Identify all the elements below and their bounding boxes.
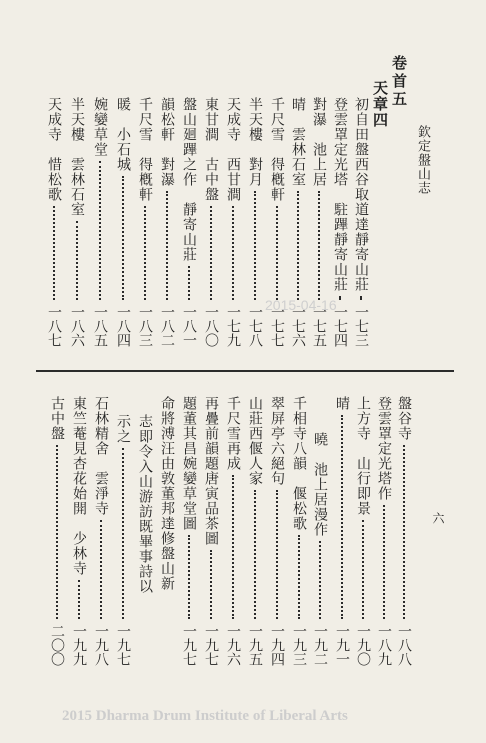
toc-entry-page: 一九八: [93, 624, 109, 666]
leader-dots: [319, 541, 321, 619]
leader-dots: [210, 206, 212, 300]
toc-entry-title: 半天樓 雲林石室: [69, 97, 85, 217]
leader-dots: [298, 535, 300, 619]
leader-dots: [53, 206, 55, 300]
toc-entry-title: 天成寺 西甘澗: [225, 97, 241, 202]
toc-entry: [224, 97, 242, 347]
toc-entry: [180, 396, 198, 666]
toc-entry-title: 對瀑 池上居: [311, 97, 327, 187]
toc-entry-title: 題董其昌婉孌草堂圖: [181, 396, 197, 531]
date-watermark: 2015-04-16: [265, 297, 337, 313]
section-heading: 天章四: [371, 80, 389, 128]
toc-entry: [158, 97, 176, 347]
toc-entry-title: 盤谷寺: [396, 396, 412, 441]
book-title: 欽定盤山志: [415, 125, 430, 195]
toc-entry: [375, 396, 393, 666]
toc-entry-title: 東甘澗 古中盤: [203, 97, 219, 202]
toc-entry-title: 韻松軒 對瀑: [159, 97, 175, 187]
leader-dots: [210, 550, 212, 619]
toc-entry: [48, 396, 66, 666]
leader-dots: [318, 191, 320, 300]
leader-dots: [56, 445, 58, 619]
toc-entry-page: 一七四: [332, 305, 348, 347]
leader-dots: [276, 490, 278, 619]
toc-entry-page: 一八〇: [203, 305, 219, 347]
toc-entry-page: 一七九: [225, 305, 241, 347]
leader-dots: [144, 206, 146, 300]
toc-entry: [68, 97, 86, 347]
toc-entry-title: 翠屏亭六絕句: [269, 396, 285, 486]
leader-dots: [362, 520, 364, 619]
toc-entry: [246, 97, 264, 347]
toc-entry: [268, 396, 286, 666]
toc-entry-page: 一八九: [376, 624, 392, 666]
toc-entry-page: 一八四: [115, 305, 131, 347]
toc-entry-title: 再疊前韻題唐寅品茶圖: [203, 396, 219, 546]
leader-dots: [188, 266, 190, 300]
toc-entry-title: 千尺雪再成: [225, 396, 241, 471]
toc-entry-title: 曉 池上居漫作: [312, 432, 328, 537]
footer-watermark: 2015 Dharma Drum Institute of Liberal Arts: [62, 708, 348, 724]
toc-entry: [180, 97, 198, 347]
toc-entry-multiline: [158, 396, 176, 666]
toc-entry-page: 一八六: [69, 305, 85, 347]
toc-entry-page: 一八一: [181, 305, 197, 347]
leader-dots: [78, 580, 80, 619]
toc-entry-page: 一七八: [247, 305, 263, 347]
toc-entry-page: 一七五: [311, 305, 327, 347]
leader-dots: [232, 206, 234, 300]
leader-dots: [122, 448, 124, 619]
toc-entry-page: 一八七: [46, 305, 62, 347]
toc-entry-title: 登雲罩定光塔作: [376, 396, 392, 501]
toc-entry: [202, 396, 220, 666]
toc-entry-title: 山莊西偃人家: [247, 396, 263, 486]
toc-entry-page: 一九五: [247, 624, 263, 666]
toc-entry-title: 晴: [334, 396, 350, 411]
leader-dots: [76, 221, 78, 300]
page-number: 六: [431, 512, 445, 524]
toc-entry-title: 暖 小石城: [115, 97, 131, 172]
toc-entry: [311, 396, 329, 666]
toc-entry-title: 登雲罩定光塔 駐蹕靜寄山莊: [332, 97, 348, 292]
leader-dots: [100, 520, 102, 619]
toc-entry: [114, 97, 132, 347]
toc-entry-title: 晴 雲林石室: [290, 97, 306, 187]
leader-dots: [341, 415, 343, 619]
toc-entry-title-continuation: 志即令入山游訪既畢事詩以: [137, 414, 153, 594]
toc-entry-title: 東竺菴見杏花始開 少林寺: [71, 396, 87, 576]
toc-entry: [290, 396, 308, 666]
volume-heading: 卷首五: [390, 55, 408, 109]
leader-dots: [254, 490, 256, 619]
toc-entry-page: 一七六: [290, 305, 306, 347]
toc-entry-page: 一九四: [269, 624, 285, 666]
toc-entry-page: 一九六: [225, 624, 241, 666]
toc-entry-page: 一七三: [353, 305, 369, 347]
toc-entry: [333, 396, 351, 666]
toc-entry-title: 盤山廻蹕之作 靜寄山莊: [181, 97, 197, 262]
toc-entry-page: 一九〇: [355, 624, 371, 666]
toc-entry-title: 千尺雪 得槪軒: [137, 97, 153, 202]
leader-dots: [360, 296, 362, 300]
toc-entry-continuation: [136, 414, 154, 614]
toc-entry-page: 一九二: [312, 624, 328, 666]
toc-entry-page: 一九三: [291, 624, 307, 666]
toc-entry-page: 一九七: [203, 624, 219, 666]
toc-entry-page: 一九九: [71, 624, 87, 666]
leader-dots: [339, 296, 341, 300]
toc-entry-page: 一七七: [269, 305, 285, 347]
toc-entry-continuation: [114, 414, 132, 666]
toc-entry-title: 婉孌草堂: [92, 97, 108, 157]
toc-entry: [224, 396, 242, 666]
toc-entry-title: 千相寺八韻 偃松歌: [291, 396, 307, 531]
toc-entry: [45, 97, 63, 347]
toc-entry-title: 石林精舍 雲淨寺: [93, 396, 109, 516]
leader-dots: [188, 535, 190, 619]
leader-dots: [383, 505, 385, 619]
toc-entry-page: 一八八: [396, 624, 412, 666]
toc-entry: [352, 97, 370, 347]
toc-entry-title: 天成寺 惜松歌: [46, 97, 62, 202]
toc-entry: [354, 396, 372, 666]
toc-entry-page: 二〇〇: [49, 624, 65, 666]
toc-entry: [92, 396, 110, 666]
toc-entry-page: 一八五: [92, 305, 108, 347]
toc-entry-title: 古中盤: [49, 396, 65, 441]
toc-entry: [202, 97, 220, 347]
toc-entry: [91, 97, 109, 347]
leader-dots: [276, 206, 278, 300]
toc-entry-title: 初自田盤西谷取道達靜寄山莊: [353, 97, 369, 292]
leader-dots: [166, 191, 168, 300]
leader-dots: [403, 445, 405, 619]
leader-dots: [232, 475, 234, 619]
toc-entry-page: 一八三: [137, 305, 153, 347]
toc-entry-page: 一九七: [115, 624, 131, 666]
toc-entry: [246, 396, 264, 666]
toc-entry-title: 半天樓 對月: [247, 97, 263, 187]
toc-entry-title: 千尺雪 得槪軒: [269, 97, 285, 202]
toc-entry-page: 一九七: [181, 624, 197, 666]
toc-entry: [70, 396, 88, 666]
toc-entry-page: 一九一: [334, 624, 350, 666]
toc-entry: [395, 396, 413, 666]
toc-entry-page: 一八二: [159, 305, 175, 347]
leader-dots: [99, 161, 101, 300]
section-divider: [36, 370, 454, 372]
toc-entry-title: 命將溥汪由敦董邦達修盤山新: [159, 396, 175, 591]
leader-dots: [297, 191, 299, 300]
toc-entry: [136, 97, 154, 347]
leader-dots: [254, 191, 256, 300]
toc-entry-title: 上方寺 山行即景: [355, 396, 371, 516]
leader-dots: [122, 176, 124, 300]
toc-entry-title-continuation: 示之: [115, 414, 131, 444]
